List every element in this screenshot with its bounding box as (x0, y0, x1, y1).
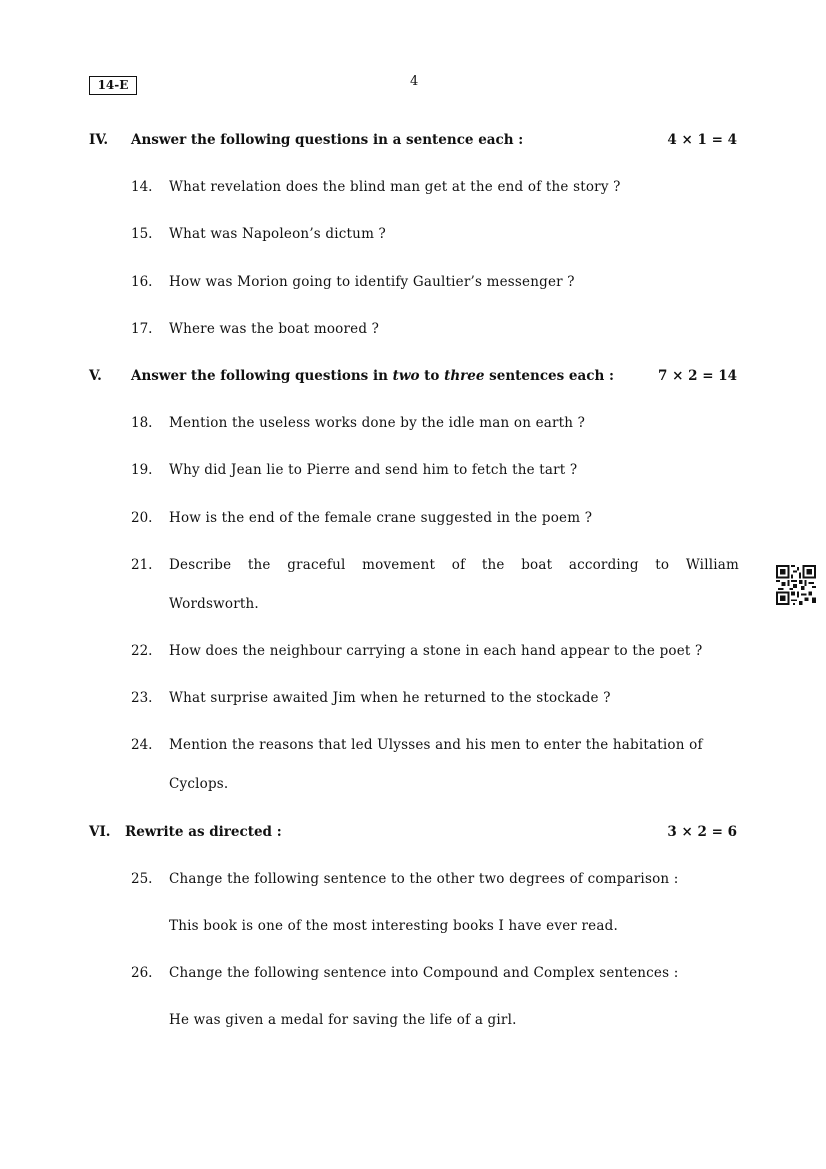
question-text: What was Napoleon’s dictum ? (169, 226, 386, 242)
question-text: Mention the reasons that led Ulysses and his men to enter the habitation of (169, 737, 703, 753)
question-number: 22. (131, 643, 153, 659)
question-number: 20. (131, 510, 153, 526)
question-number: 18. (131, 415, 153, 431)
section-v-numeral: V. (89, 368, 102, 384)
question-text: Mention the useless works done by the idle man on earth ? (169, 415, 586, 431)
question-text: Why did Jean lie to Pierre and send him to fetch the tart ? (169, 462, 578, 478)
question-text: How was Morion going to identify Gaultier’s messenger ? (169, 274, 575, 290)
question-number: 17. (131, 321, 153, 337)
question-text: What surprise awaited Jim when he returned to the stockade ? (169, 690, 611, 706)
question-text: How does the neighbour carrying a stone in each hand appear to the poet ? (169, 643, 703, 659)
question-sub-sentence: This book is one of the most interesting books I have ever read. (169, 918, 618, 934)
qr-code (776, 565, 816, 605)
question-text: Change the following sentence to the other two degrees of comparison : (169, 871, 679, 887)
question-text-continuation: Wordsworth. (169, 596, 259, 612)
section-vi-title: Rewrite as directed : (125, 824, 282, 840)
question-number: 14. (131, 179, 153, 195)
question-number: 23. (131, 690, 153, 706)
question-text: Where was the boat moored ? (169, 321, 380, 337)
question-number: 19. (131, 462, 153, 478)
section-iv-title: Answer the following questions in a sentence each : (131, 132, 524, 148)
page-number: 4 (410, 74, 419, 89)
question-number: 15. (131, 226, 153, 242)
section-vi-marks: 3 × 2 = 6 (667, 824, 737, 840)
section-v-title: Answer the following questions in two to three sentences each : (131, 368, 614, 384)
paper-code-box: 14-E (89, 76, 137, 95)
question-number: 24. (131, 737, 153, 753)
question-number: 21. (131, 557, 153, 573)
question-text: What revelation does the blind man get at the end of the story ? (169, 179, 621, 195)
question-text: How is the end of the female crane suggested in the poem ? (169, 510, 593, 526)
section-iv-numeral: IV. (89, 132, 109, 148)
question-number: 26. (131, 965, 153, 981)
question-text-continuation: Cyclops. (169, 776, 229, 792)
question-text: Describe the graceful movement of the boat according to William (169, 557, 739, 573)
section-v-marks: 7 × 2 = 14 (658, 368, 737, 384)
question-sub-sentence: He was given a medal for saving the life of a girl. (169, 1012, 517, 1028)
question-text: Change the following sentence into Compound and Complex sentences : (169, 965, 679, 981)
question-number: 16. (131, 274, 153, 290)
section-iv-marks: 4 × 1 = 4 (667, 132, 737, 148)
question-number: 25. (131, 871, 153, 887)
section-vi-numeral: VI. (89, 824, 111, 840)
